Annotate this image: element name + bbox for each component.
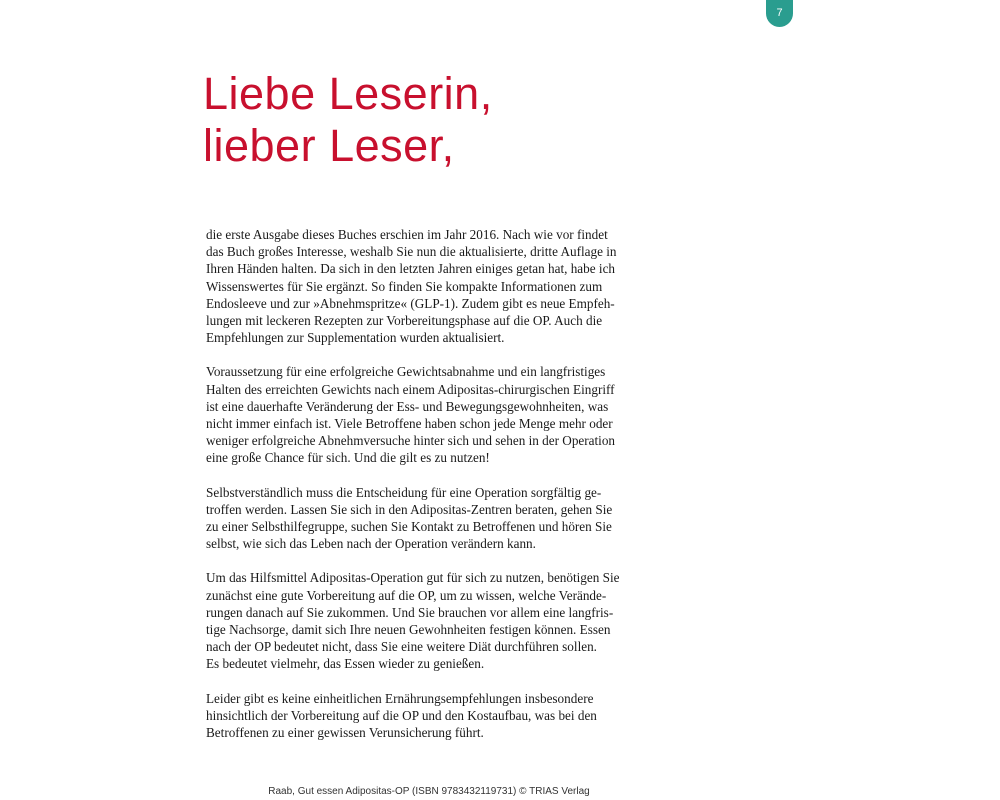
text-line: Betroffenen zu einer gewissen Verunsicherung führt. bbox=[206, 725, 484, 741]
text-line: lungen mit leckeren Rezepten zur Vorbereitungsphase auf die OP. Auch die bbox=[206, 313, 603, 329]
text-line: Es bedeutet vielmehr, das Essen wieder zu genießen. bbox=[206, 656, 485, 672]
text-line: Wissenswertes für Sie ergänzt. So finden Sie kompakte Informationen zum bbox=[206, 278, 603, 294]
text-line: Empfehlungen zur Supplementation wurden aktualisiert. bbox=[206, 330, 505, 346]
footer-citation bbox=[0, 786, 1000, 797]
text-line: troffen werden. Lassen Sie sich in den Adipositas-Zentren beraten, gehen Sie bbox=[206, 501, 613, 517]
text-line: die erste Ausgabe dieses Buches erschien im Jahr 2016. Nach wie vor findet bbox=[206, 227, 608, 242]
text-line: weniger erfolgreiche Abnehmversuche hinter sich und sehen in der Operation bbox=[206, 433, 616, 449]
text-line: zu einer Selbsthilfegruppe, suchen Sie Kontakt zu Betroffenen und hören Sie bbox=[206, 519, 612, 535]
paragraph-1 bbox=[206, 226, 646, 346]
paragraph-2 bbox=[206, 363, 646, 466]
text-line: zunächst eine gute Vorbereitung auf die OP, um zu wissen, welche Verände- bbox=[206, 587, 607, 603]
text-line: Ihren Händen halten. Da sich in den letzten Jahren einiges getan hat, habe ich bbox=[206, 261, 616, 277]
text-line: tige Nachsorge, damit sich Ihre neuen Gewohnheiten festigen können. Essen bbox=[206, 622, 611, 638]
paragraph-5 bbox=[206, 690, 646, 742]
text-line: Endosleeve und zur »Abnehmspritze« (GLP-1). Zudem gibt es neue Empfeh- bbox=[206, 295, 615, 311]
paragraph-4 bbox=[206, 569, 646, 672]
citation-text: Raab, Gut essen Adipositas-OP (ISBN 9783432119731) © TRIAS Verlag bbox=[268, 786, 590, 797]
title-line-2: lieber Leser, bbox=[203, 120, 455, 171]
text-line: ist eine dauerhafte Veränderung der Ess- und Bewegungsgewohnheiten, was bbox=[206, 398, 609, 414]
page-number-badge bbox=[766, 0, 793, 27]
page-number: 7 bbox=[776, 7, 783, 19]
text-line: Leider gibt es keine einheitlichen Ernährungsempfehlungen insbesondere bbox=[206, 690, 594, 706]
text-line: selbst, wie sich das Leben nach der Operation verändern kann. bbox=[206, 536, 536, 552]
text-line: hinsichtlich der Vorbereitung auf die OP und den Kostaufbau, was bei den bbox=[206, 707, 597, 723]
text-line: Halten des erreichten Gewichts nach einem Adipositas-chirurgischen Eingriff bbox=[206, 381, 615, 397]
text-line: rungen danach auf Sie zukommen. Und Sie brauchen vor allem eine langfris- bbox=[206, 604, 614, 620]
text-line: nicht immer einfach ist. Viele Betroffene haben schon jede Menge mehr oder bbox=[206, 416, 613, 432]
text-line: Um das Hilfsmittel Adipositas-Operation gut für sich zu nutzen, benötigen Sie bbox=[206, 570, 620, 586]
text-line: das Buch großes Interesse, weshalb Sie nun die aktualisierte, dritte Auflage in bbox=[206, 244, 617, 260]
page-title bbox=[203, 68, 493, 172]
text-line: nach der OP bedeutet nicht, dass Sie eine weitere Diät durchführen sollen. bbox=[206, 639, 597, 655]
text-line: eine große Chance für sich. Und die gilt es zu nutzen! bbox=[206, 450, 490, 466]
paragraph-3 bbox=[206, 484, 646, 553]
text-line: Selbstverständlich muss die Entscheidung für eine Operation sorgfältig ge- bbox=[206, 484, 602, 500]
title-line-1: Liebe Leserin, bbox=[203, 68, 493, 119]
body-text bbox=[206, 226, 646, 758]
text-line: Voraussetzung für eine erfolgreiche Gewichtsabnahme und ein langfristiges bbox=[206, 364, 606, 380]
